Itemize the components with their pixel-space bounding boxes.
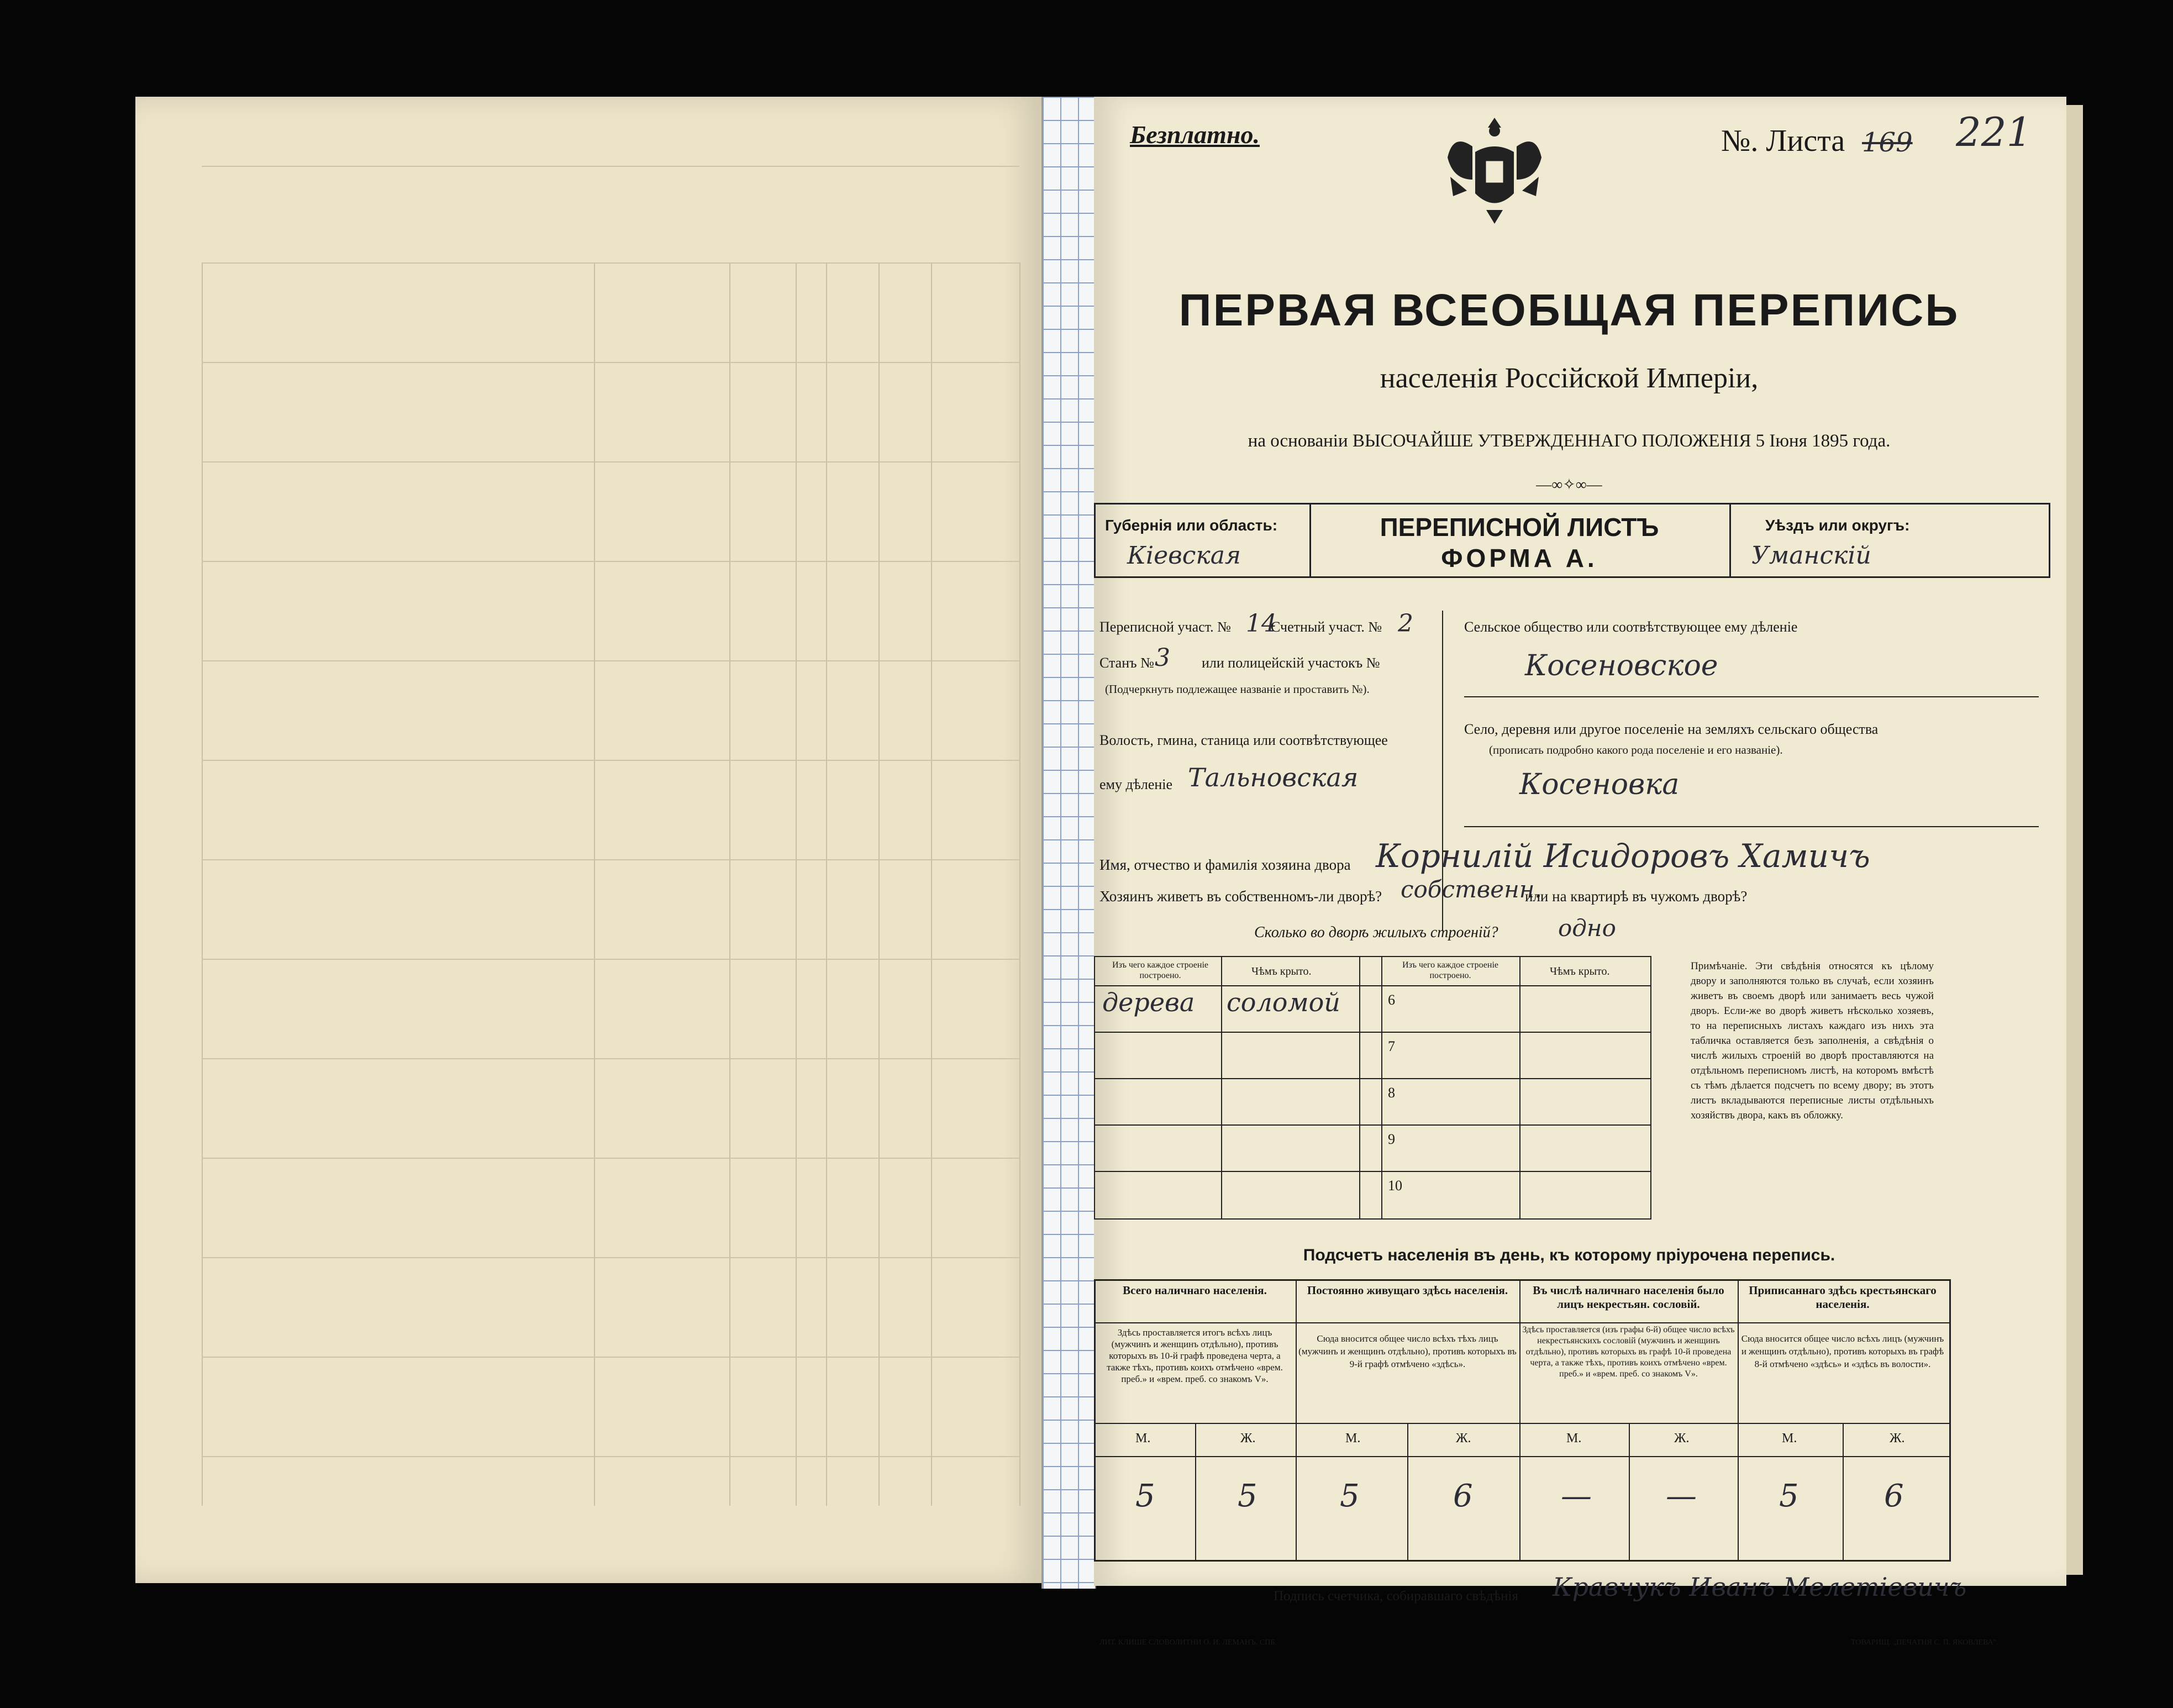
divider [1094,1078,1650,1079]
selskoe-label: Сельское общество или соотвѣтствующее ему дѣленіе [1464,619,1798,635]
group-3-title: Въ числѣ наличнаго населенія было лицъ некрестьян. сословій. [1533,1284,1724,1311]
divider [1407,1423,1408,1560]
remark-note: Примѣчаніе. Эти свѣдѣнія относятся къ цѣлому двору и заполняются только въ случаѣ, если хозяинъ живетъ въ своемъ дворѣ или занимаетъ весь чужой дворъ. Если-же во дворѣ живетъ нѣсколько хозяевъ, то на переписныхъ листахъ каждаго изъ нихъ эта табличка оставляется безъ заполненія, а свѣдѣнія о числѣ жилыхъ строеній во дворѣ проставляются на отдѣльномъ переписномъ листѣ, на которомъ вмѣстѣ съ тѣмъ дѣлается подсчетъ по всему двору; въ этотъ листъ вкладываются переписные листы отдѣльныхъ хозяйствъ двора, какъ въ обложку. [1691,960,1934,1121]
col-m: М. [1566,1431,1582,1446]
divider [1094,1032,1650,1033]
divider [1221,956,1222,1218]
grid-line [202,1158,1019,1159]
owner-value: Корнилій Исидоровъ Хамичъ [1376,837,1870,875]
col-zh: Ж. [1674,1431,1690,1446]
row-number: 7 [1388,1038,1395,1054]
owner-label: Имя, отчество и фамилія хозяина двора [1099,856,1351,873]
form-name-line1: ПЕРЕПИСНОЙ ЛИСТЪ [1380,513,1659,542]
group-1-title: Всего наличнаго населенія. [1123,1284,1267,1297]
row-number: 8 [1388,1085,1395,1101]
divider [1094,985,1650,986]
grid-line [202,859,1019,860]
group-4-title: Приписаннаго здѣсь крестьянскаго населенія. [1749,1284,1937,1311]
schet-uch-label: Счетный участ. № [1271,619,1382,635]
value-nonpeasant-m: — [1561,1478,1592,1514]
count-title: Подсчетъ населенія въ день, къ которому пріурочена перепись. [1303,1246,1835,1264]
police-label: или полицейскій участокъ № [1202,655,1380,671]
group-4-desc: Сюда вносится общее число всѣхъ лицъ (мужчинъ и женщинъ отдѣльно), противъ которыхъ въ графѣ 8-й отмѣчено «здѣсь» и «здѣсь въ волости». [1741,1333,1944,1369]
roof-header-2: Чѣмъ крыто. [1550,965,1610,977]
binding-strip [1041,97,1096,1589]
divider [1094,1456,1949,1457]
imperial-eagle-emblem [1442,113,1547,229]
perep-uch-value: 14 [1246,609,1277,638]
grid-line [202,166,1019,167]
grid-line [202,561,1019,562]
grid-line [202,461,1019,463]
grid-line [1019,262,1020,1506]
value-permanent-m: 5 [1340,1478,1360,1514]
value-total-m: 5 [1135,1478,1155,1514]
form-subtitle: населенія Россійской Имперіи, [1380,362,1759,394]
material-header-2: Изъ чего каждое строеніе построено. [1402,960,1498,980]
stan-label: Станъ № [1099,655,1154,671]
signature-label: Подпись счетчика, собиравшаго свѣдѣнія [1274,1589,1518,1604]
building-1-roof: соломой [1227,987,1340,1017]
col-zh: Ж. [1456,1431,1471,1446]
roof-header: Чѣмъ крыто. [1251,965,1312,977]
value-permanent-zh: 6 [1453,1478,1473,1514]
buildings-label: Сколько во дворѣ жилыхъ строеній? [1254,924,1498,941]
row-number: 9 [1388,1131,1395,1147]
selo-note: (прописать подробно какого рода поселеніе и его названіе). [1489,743,1783,756]
perep-uch-label: Переписной участ. № [1099,619,1231,635]
divider [1094,1124,1650,1126]
row-number: 10 [1388,1178,1402,1194]
grid-line [202,1058,1019,1059]
grid-line [202,262,203,1506]
uezd-value: Уманскій [1751,542,1871,570]
divider [1464,826,2039,827]
grid-line [202,262,1019,264]
divider [1094,1322,1949,1323]
divider [1296,1279,1297,1560]
value-total-zh: 5 [1238,1478,1258,1514]
gubernia-label: Губернія или область: [1105,517,1278,534]
divider [1094,1171,1650,1172]
uezd-label: Уѣздъ или округъ: [1765,517,1910,534]
col-m: М. [1782,1431,1797,1446]
grid-line [594,262,595,1506]
grid-line [202,959,1019,960]
group-1-desc: Здѣсь проставляется итогъ всѣхъ лицъ (мужчинъ и женщинъ отдѣльно), противъ которыхъ въ 10-й графѣ проведена черта, а также тѣхъ, противъ коихъ отмѣчено «врем. преб.» и «врем. преб. со знакомъ V». [1107,1327,1283,1384]
grid-line [202,660,1019,661]
footer-left: ЛИТ. КЛИШЕ СЛОВОЛИТНИ О. И. ЛЕМАНЪ, СПБ. [1099,1638,1277,1647]
grid-line [796,262,797,1506]
buildings-value: одно [1558,915,1616,942]
free-label: Безплатно. [1130,120,1260,149]
form-basis: на основаніи ВЫСОЧАЙШЕ УТВЕРЖДЕННАГО ПОЛОЖЕНІЯ 5 Іюня 1895 года. [1248,431,1891,451]
schet-uch-value: 2 [1398,609,1413,638]
row-number: 6 [1388,992,1395,1008]
grid-line [931,262,932,1506]
count-table [1094,1279,1951,1562]
grid-line [826,262,827,1506]
volost-value: Тальновская [1188,763,1359,792]
value-nonpeasant-zh: — [1666,1478,1697,1514]
divider [1519,956,1520,1218]
selo-label: Село, деревня или другое поселеніе на земляхъ сельскаго общества [1464,721,1879,737]
grid-line [202,1357,1019,1358]
grid-line [202,1456,1019,1457]
stan-value: 3 [1155,644,1170,672]
selskoe-value: Косеновское [1525,649,1718,682]
divider [1738,1279,1739,1560]
sheet-number-handwritten: 221 [1956,109,2032,155]
divider [1843,1423,1844,1560]
lives-label: Хозяинъ живетъ въ собственномъ-ли дворѣ? [1099,888,1382,905]
grid-line [729,262,730,1506]
selo-value: Косеновка [1519,768,1680,801]
divider [1464,696,2039,697]
group-2-title: Постоянно живущаго здѣсь населенія. [1307,1284,1508,1297]
left-page [135,97,1041,1583]
col-m: М. [1345,1431,1361,1446]
lives-value: собственн. [1401,876,1542,903]
gubernia-value: Кіевская [1127,542,1241,570]
sheet-number-label: №. Листа [1721,124,1845,158]
lives-label-2: или на квартирѣ въ чужомъ дворѣ? [1525,888,1748,905]
grid-line [202,1257,1019,1258]
ornament-divider: —∞✧∞— [1536,476,1602,493]
divider [1381,956,1382,1218]
volost-label-2: ему дѣленіе [1099,776,1173,792]
footer-right: ТОВАРИЩ. „ПЕЧАТНЯ С. П. ЯКОВЛЕВА". [1851,1638,1998,1647]
building-1-material: дерева [1102,987,1195,1017]
form-title: ПЕРВАЯ ВСЕОБЩАЯ ПЕРЕПИСЬ [1178,285,1960,335]
grid-line [878,262,880,1506]
material-header: Изъ чего каждое строеніе построено. [1112,960,1208,980]
divider [1359,956,1360,1218]
group-2-desc: Сюда вносится общее число всѣхъ тѣхъ лицъ (мужчинъ и женщинъ отдѣльно), противъ которыхъ въ 9-й графѣ отмѣчено «здѣсь». [1298,1333,1517,1369]
divider [1629,1423,1630,1560]
page-edges [2066,105,2083,1575]
underline-note: (Подчеркнуть подлежащее названіе и проставить №). [1105,682,1370,696]
divider [1195,1423,1196,1560]
group-3-desc: Здѣсь проставляется (изъ графы 6-й) общее число всѣхъ некрестьянскихъ сословій (мужчинъ и женщинъ отдѣльно), противъ которыхъ въ графѣ 10-й проведена черта, а также тѣхъ, противъ коихъ отмѣчено «врем. преб.» и «врем. преб. со знакомъ V». [1522,1325,1735,1379]
form-name-line2: ФОРМА А. [1441,544,1598,572]
signature-value: Кравчукъ Иванъ Мелетіевичъ [1553,1572,1967,1602]
col-zh: Ж. [1240,1431,1256,1446]
col-zh: Ж. [1890,1431,1905,1446]
grid-line [202,760,1019,761]
divider [1519,1279,1520,1560]
sheet-number-crossed: 169 [1862,127,1913,158]
census-form-page [1094,97,2066,1647]
grid-line [202,362,1019,363]
divider [1729,503,1731,576]
value-registered-m: 5 [1779,1478,1799,1514]
col-m: М. [1135,1431,1151,1446]
value-registered-zh: 6 [1884,1478,1904,1514]
divider [1094,1423,1949,1424]
volost-label: Волость, гмина, станица или соотвѣтствующее [1099,732,1388,748]
